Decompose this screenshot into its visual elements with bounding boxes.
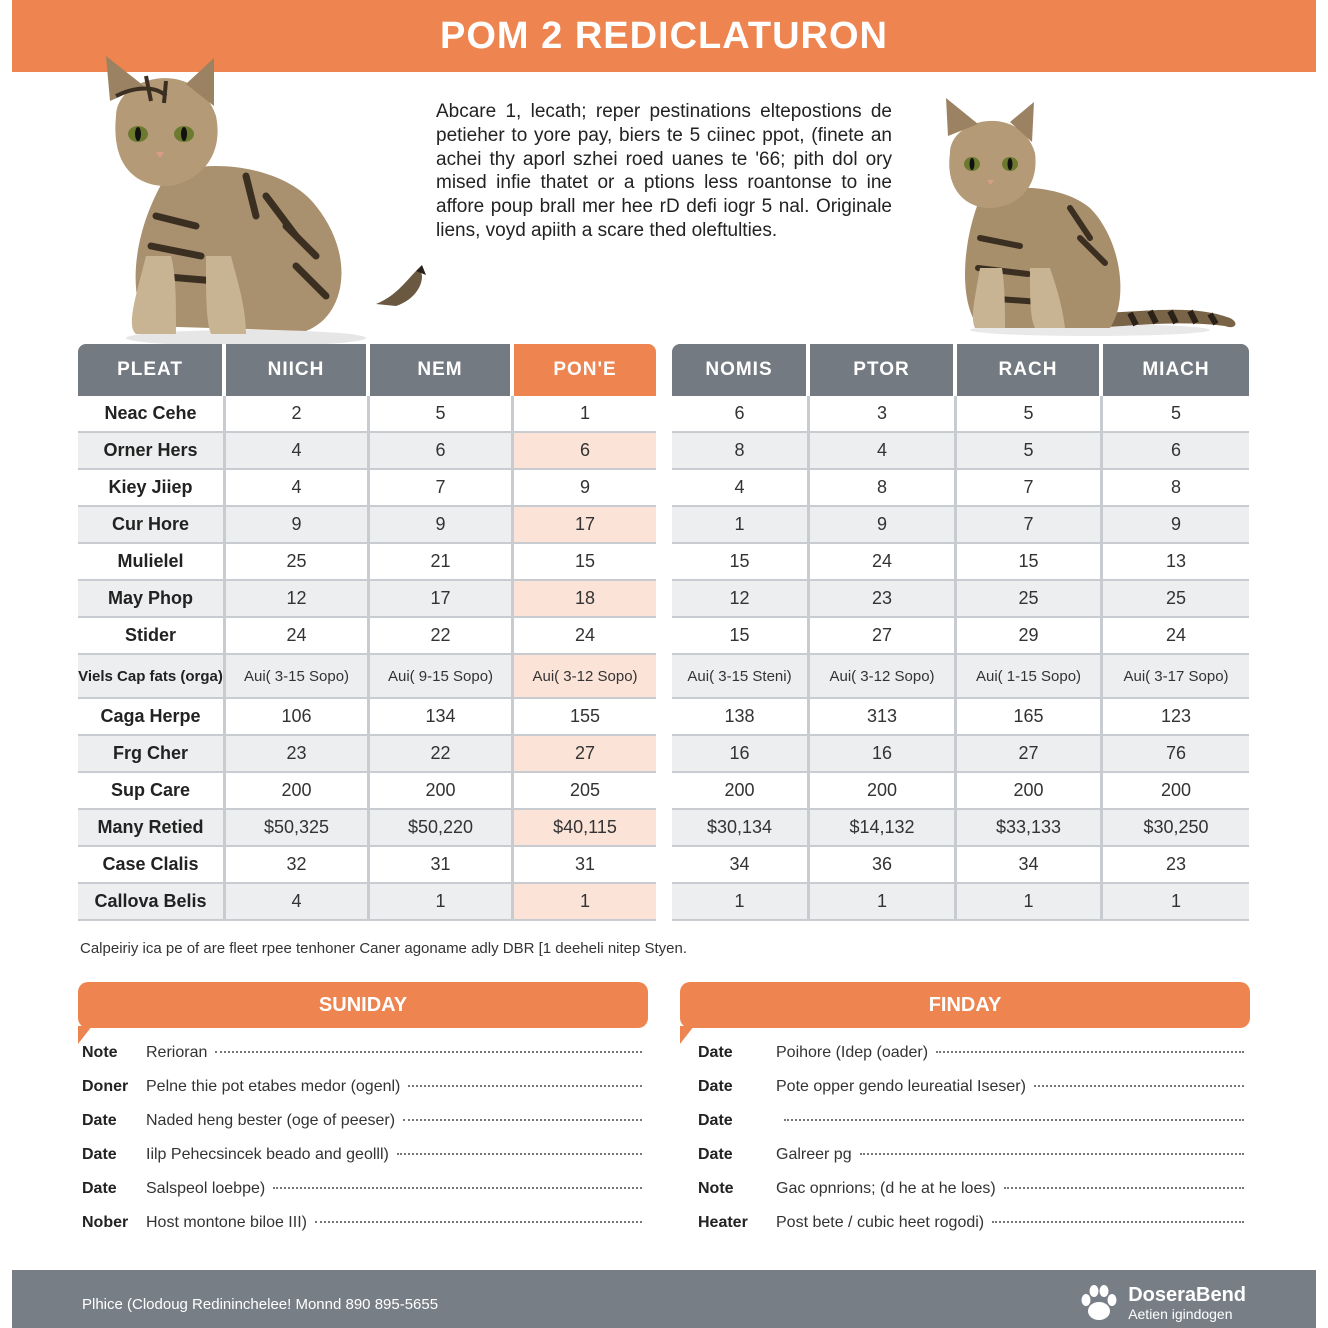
table-row bbox=[78, 581, 656, 618]
panel-title: SUNIDAY bbox=[78, 982, 648, 1028]
cat-photo-left bbox=[96, 56, 426, 346]
table-cell: 205 bbox=[514, 773, 656, 810]
table-row bbox=[672, 470, 1249, 507]
table-cell: 31 bbox=[370, 847, 514, 884]
footer-bar bbox=[12, 1270, 1316, 1328]
schedule-key: Note bbox=[698, 1180, 734, 1197]
table-row bbox=[672, 699, 1249, 736]
table-row bbox=[78, 736, 656, 773]
schedule-row bbox=[680, 1180, 1250, 1214]
table-row bbox=[78, 884, 656, 921]
table-cell: 1 bbox=[514, 884, 656, 921]
table-cell: 12 bbox=[226, 581, 370, 618]
table-row bbox=[78, 507, 656, 544]
row-label: Stider bbox=[78, 618, 226, 655]
table-cell: 106 bbox=[226, 699, 370, 736]
table-cell: 6 bbox=[672, 396, 810, 433]
table-cell: 1 bbox=[672, 507, 810, 544]
schedule-row bbox=[78, 1180, 648, 1214]
dotted-leader bbox=[408, 1085, 642, 1087]
table-cell: 1 bbox=[1103, 884, 1249, 921]
page-title: POM 2 REDICLATURON bbox=[440, 14, 888, 57]
row-label: Callova Belis bbox=[78, 884, 226, 921]
schedule-key: Date bbox=[82, 1180, 117, 1197]
schedule-key: Doner bbox=[82, 1078, 129, 1095]
table-cell: 27 bbox=[957, 736, 1103, 773]
schedule-value[interactable]: Post bete / cubic heet rogodi) bbox=[776, 1214, 985, 1231]
table-cell: 7 bbox=[957, 470, 1103, 507]
column-header[interactable]: NEM bbox=[370, 344, 514, 396]
dotted-leader bbox=[1004, 1187, 1244, 1189]
table-cell: 5 bbox=[957, 396, 1103, 433]
table-row bbox=[78, 544, 656, 581]
dotted-leader bbox=[992, 1221, 1244, 1223]
table-cell: 200 bbox=[1103, 773, 1249, 810]
table-cell: 15 bbox=[514, 544, 656, 581]
schedule-key: Date bbox=[82, 1146, 117, 1163]
table-cell: 13 bbox=[1103, 544, 1249, 581]
table-cell: 1 bbox=[514, 396, 656, 433]
row-label: Cur Hore bbox=[78, 507, 226, 544]
table-cell: 76 bbox=[1103, 736, 1249, 773]
table-cell: 31 bbox=[514, 847, 656, 884]
table-cell: 200 bbox=[226, 773, 370, 810]
column-header[interactable]: PTOR bbox=[810, 344, 957, 396]
table-cell: 18 bbox=[514, 581, 656, 618]
table-row bbox=[78, 470, 656, 507]
table-cell: Aui( 3-17 Sopo) bbox=[1103, 655, 1249, 699]
table-cell: 1 bbox=[810, 884, 957, 921]
schedule-value[interactable]: Pelne thie pot etabes medor (ogenl) bbox=[146, 1078, 401, 1095]
footer-contact: Plhice (Clodoug Redininchelee! Monnd 890 895-5655 bbox=[82, 1296, 439, 1313]
row-label: Mulielel bbox=[78, 544, 226, 581]
cat-photo-right bbox=[940, 98, 1240, 338]
schedule-key: Date bbox=[82, 1112, 117, 1129]
schedule-key: Heater bbox=[698, 1214, 748, 1231]
table-cell: 9 bbox=[1103, 507, 1249, 544]
table-cell: 1 bbox=[672, 884, 810, 921]
table-row bbox=[672, 581, 1249, 618]
table-cell: 24 bbox=[514, 618, 656, 655]
brand-subtitle: Aetien igindogen bbox=[1128, 1306, 1233, 1322]
table-row bbox=[78, 655, 656, 699]
table-row bbox=[672, 396, 1249, 433]
dotted-leader bbox=[1034, 1085, 1244, 1087]
table-row bbox=[672, 810, 1249, 847]
dotted-leader bbox=[784, 1119, 1244, 1121]
table-cell: Aui( 3-15 Sopo) bbox=[226, 655, 370, 699]
table-cell: 9 bbox=[810, 507, 957, 544]
table-cell: $50,325 bbox=[226, 810, 370, 847]
table-cell: 9 bbox=[370, 507, 514, 544]
table-cell: 34 bbox=[672, 847, 810, 884]
paw-icon bbox=[1078, 1282, 1120, 1324]
table-cell: 16 bbox=[810, 736, 957, 773]
dotted-leader bbox=[403, 1119, 642, 1121]
table-cell: 32 bbox=[226, 847, 370, 884]
table-row bbox=[672, 884, 1249, 921]
schedule-value[interactable]: Galreer pg bbox=[776, 1146, 852, 1163]
schedule-row bbox=[78, 1146, 648, 1180]
table-cell: 27 bbox=[810, 618, 957, 655]
table-cell: 138 bbox=[672, 699, 810, 736]
row-label: Sup Care bbox=[78, 773, 226, 810]
table-cell: 5 bbox=[1103, 396, 1249, 433]
schedule-row bbox=[680, 1214, 1250, 1248]
schedule-value[interactable]: Salspeol loebpe) bbox=[146, 1180, 266, 1197]
table-cell: 12 bbox=[672, 581, 810, 618]
column-header-highlight[interactable]: PON'E bbox=[514, 344, 656, 396]
left-table bbox=[78, 344, 656, 921]
table-cell: 36 bbox=[810, 847, 957, 884]
table-cell: 123 bbox=[1103, 699, 1249, 736]
column-header[interactable]: NOMIS bbox=[672, 344, 810, 396]
schedule-row bbox=[680, 1078, 1250, 1112]
table-cell: 155 bbox=[514, 699, 656, 736]
table-cell: $33,133 bbox=[957, 810, 1103, 847]
table-cell: 4 bbox=[226, 433, 370, 470]
table-cell: 24 bbox=[810, 544, 957, 581]
table-cell: $30,134 bbox=[672, 810, 810, 847]
table-row bbox=[672, 433, 1249, 470]
schedule-row bbox=[680, 1146, 1250, 1180]
row-label: Many Retied bbox=[78, 810, 226, 847]
schedule-value[interactable]: Pote opper gendo leureatial Iseser) bbox=[776, 1078, 1026, 1095]
table-cell: 4 bbox=[226, 884, 370, 921]
row-label: Caga Herpe bbox=[78, 699, 226, 736]
table-cell: 4 bbox=[226, 470, 370, 507]
schedule-value[interactable]: Rerioran bbox=[146, 1044, 208, 1061]
schedule-value[interactable]: Gac opnrions; (d he at he loes) bbox=[776, 1180, 996, 1197]
table-cell: $50,220 bbox=[370, 810, 514, 847]
brand-name: DoseraBend bbox=[1128, 1284, 1246, 1306]
schedule-row bbox=[78, 1112, 648, 1146]
table-cell: Aui( 9-15 Sopo) bbox=[370, 655, 514, 699]
schedule-row bbox=[78, 1044, 648, 1078]
table-cell: 15 bbox=[957, 544, 1103, 581]
table-cell: Aui( 3-12 Sopo) bbox=[514, 655, 656, 699]
table-cell: 23 bbox=[810, 581, 957, 618]
table-cell: 313 bbox=[810, 699, 957, 736]
table-cell: 6 bbox=[370, 433, 514, 470]
row-label: May Phop bbox=[78, 581, 226, 618]
brand-logo[interactable] bbox=[1078, 1282, 1246, 1324]
table-cell: 21 bbox=[370, 544, 514, 581]
table-cell: 22 bbox=[370, 618, 514, 655]
table-row bbox=[672, 736, 1249, 773]
table-cell: 3 bbox=[810, 396, 957, 433]
row-label: Orner Hers bbox=[78, 433, 226, 470]
table-cell: 25 bbox=[226, 544, 370, 581]
schedule-panel-right bbox=[680, 982, 1250, 1248]
table-row bbox=[672, 773, 1249, 810]
dotted-leader bbox=[397, 1153, 642, 1155]
column-header[interactable]: RACH bbox=[957, 344, 1103, 396]
schedule-key: Date bbox=[698, 1112, 733, 1129]
table-row bbox=[78, 433, 656, 470]
table-cell: 25 bbox=[1103, 581, 1249, 618]
table-cell: Aui( 3-12 Sopo) bbox=[810, 655, 957, 699]
schedule-key: Date bbox=[698, 1146, 733, 1163]
table-row bbox=[672, 507, 1249, 544]
schedule-key: Nober bbox=[82, 1214, 129, 1231]
table-cell: 27 bbox=[514, 736, 656, 773]
schedule-row bbox=[680, 1112, 1250, 1146]
row-label: Viels Cap fats (orga) bbox=[78, 655, 226, 699]
column-header[interactable]: PLEAT bbox=[78, 344, 226, 396]
table-cell: 134 bbox=[370, 699, 514, 736]
table-cell: 25 bbox=[957, 581, 1103, 618]
row-label: Case Clalis bbox=[78, 847, 226, 884]
table-cell: 6 bbox=[514, 433, 656, 470]
schedule-key: Note bbox=[82, 1044, 118, 1061]
table-cell: 1 bbox=[957, 884, 1103, 921]
table-cell: 15 bbox=[672, 544, 810, 581]
table-cell: 4 bbox=[672, 470, 810, 507]
table-cell: 5 bbox=[370, 396, 514, 433]
table-cell: 34 bbox=[957, 847, 1103, 884]
dotted-leader bbox=[315, 1221, 642, 1223]
table-cell: 8 bbox=[810, 470, 957, 507]
table-cell: 2 bbox=[226, 396, 370, 433]
schedule-key: Date bbox=[698, 1078, 733, 1095]
table-row bbox=[78, 396, 656, 433]
schedule-value[interactable]: Poihore (Idep (oader) bbox=[776, 1044, 929, 1061]
dotted-leader bbox=[215, 1051, 642, 1053]
intro-paragraph: Abcare 1, lecath; reper pestinations eltepostions de petieher to yore pay, biers te 5 ciinec ppot, (finete an achei thy aporl szhei roed uanes te '66; pith dol ory mised infie thatet or a ptions less roantonse to ine affore poup brall mer hee rD defi iogr 5 nal. Originale liens, voyd apiith a scare thed oleftulties. bbox=[436, 101, 892, 241]
column-header[interactable]: MIACH bbox=[1103, 344, 1249, 396]
table-cell: 200 bbox=[370, 773, 514, 810]
table-cell: 165 bbox=[957, 699, 1103, 736]
table-row bbox=[78, 618, 656, 655]
table-cell: 24 bbox=[1103, 618, 1249, 655]
table-row bbox=[78, 810, 656, 847]
dotted-leader bbox=[273, 1187, 642, 1189]
table-cell: $40,115 bbox=[514, 810, 656, 847]
schedule-row bbox=[78, 1214, 648, 1248]
schedule-key: Date bbox=[698, 1044, 733, 1061]
row-label: Kiey Jiiep bbox=[78, 470, 226, 507]
table-footnote: Calpeiriy ica pe of are fleet rpee tenhoner Caner agoname adly DBR [1 deeheli nitep Styen. bbox=[80, 940, 688, 957]
table-cell: 8 bbox=[672, 433, 810, 470]
table-cell: 29 bbox=[957, 618, 1103, 655]
schedule-panel-left bbox=[78, 982, 648, 1248]
row-label: Neac Cehe bbox=[78, 396, 226, 433]
table-cell: $30,250 bbox=[1103, 810, 1249, 847]
table-cell: $14,132 bbox=[810, 810, 957, 847]
table-row bbox=[672, 618, 1249, 655]
table-cell: 23 bbox=[1103, 847, 1249, 884]
table-cell: 23 bbox=[226, 736, 370, 773]
table-cell: 7 bbox=[957, 507, 1103, 544]
table-row bbox=[672, 544, 1249, 581]
table-cell: 200 bbox=[957, 773, 1103, 810]
table-row bbox=[78, 847, 656, 884]
table-cell: 1 bbox=[370, 884, 514, 921]
dotted-leader bbox=[936, 1051, 1244, 1053]
panel-title: FINDAY bbox=[680, 982, 1250, 1028]
table-row bbox=[672, 847, 1249, 884]
schedule-row bbox=[78, 1078, 648, 1112]
table-cell: 4 bbox=[810, 433, 957, 470]
table-cell: 17 bbox=[514, 507, 656, 544]
table-cell: 16 bbox=[672, 736, 810, 773]
dotted-leader bbox=[860, 1153, 1244, 1155]
schedule-value[interactable]: Iilp Pehecsincek beado and geolll) bbox=[146, 1146, 389, 1163]
table-cell: 9 bbox=[514, 470, 656, 507]
right-table bbox=[672, 344, 1249, 921]
table-cell: 22 bbox=[370, 736, 514, 773]
row-label: Frg Cher bbox=[78, 736, 226, 773]
schedule-value[interactable]: Host montone biloe III) bbox=[146, 1214, 307, 1231]
table-cell: 200 bbox=[672, 773, 810, 810]
schedule-value[interactable]: Naded heng bester (oge of peeser) bbox=[146, 1112, 396, 1129]
table-cell: 5 bbox=[957, 433, 1103, 470]
table-cell: 200 bbox=[810, 773, 957, 810]
table-cell: Aui( 1-15 Sopo) bbox=[957, 655, 1103, 699]
table-cell: 15 bbox=[672, 618, 810, 655]
table-cell: 17 bbox=[370, 581, 514, 618]
schedule-row bbox=[680, 1044, 1250, 1078]
table-cell: Aui( 3-15 Steni) bbox=[672, 655, 810, 699]
table-cell: 24 bbox=[226, 618, 370, 655]
table-cell: 9 bbox=[226, 507, 370, 544]
table-row bbox=[78, 773, 656, 810]
table-cell: 7 bbox=[370, 470, 514, 507]
table-row bbox=[672, 655, 1249, 699]
column-header[interactable]: NIICH bbox=[226, 344, 370, 396]
table-row bbox=[78, 699, 656, 736]
table-cell: 8 bbox=[1103, 470, 1249, 507]
table-cell: 6 bbox=[1103, 433, 1249, 470]
